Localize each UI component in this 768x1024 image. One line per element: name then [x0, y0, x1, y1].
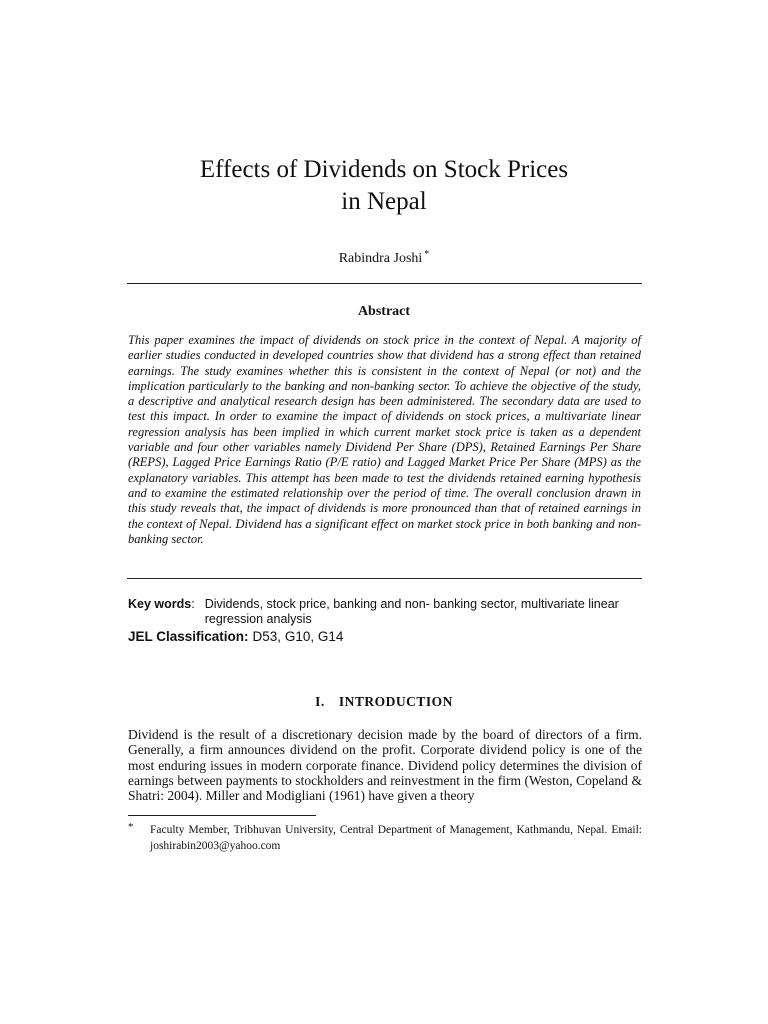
- introduction-text: Dividend is the result of a discretionary decision made by the board of directors of a firm. Generally, a firm announces dividend on the profit. Corporate dividend policy is one of the most enduring issues in modern corporate finance. Dividend policy determines the division of earnings between payments to stockholders and reinvestment in the firm (Weston, Copeland & Shatri: 2004). Miller and Modigliani (1961) have given a theory: [128, 727, 642, 804]
- section-number: I.: [315, 694, 325, 709]
- abstract-text: This paper examines the impact of dividends on stock price in the context of Nepal. A majority of earlier studies conducted in developed countries show that dividend has a strong effect than retained earnings. The study examines whether this is consistent in the context of Nepal (or not) and the implication particularly to the banking and non-banking sector. To achieve the objective of the study, a descriptive and analytical research design has been administered. The secondary data are used to test this impact. In order to examine the impact of dividends on stock prices, a multivariate linear regression analysis has been implied in which current market stock price is taken as a dependent variable and four other variables namely Dividend Per Share (DPS), Retained Earnings Per Share (REPS), Lagged Price Earnings Ratio (P/E ratio) and Lagged Market Price Per Share (MPS) as the explanatory variables. This attempt has been made to test the dividends retained earning hypothesis and to examine the estimated relationship over the period of time. The overall conclusion drawn in this study reveals that, the impact of dividends is more pronounced than that of retained earnings in the context of Nepal. Dividend has a significant effect on market stock price in both banking and non-banking sector.: [128, 333, 641, 546]
- jel-label: JEL Classification:: [128, 629, 249, 644]
- section-heading: [0, 693, 768, 710]
- footnote-mark: *: [128, 821, 134, 833]
- paper-title-line-1: Effects of Dividends on Stock Prices: [199, 156, 569, 183]
- keywords-value: Dividends, stock price, banking and non- banking sector, multivariate linear regression analysis: [204, 597, 619, 626]
- paper-title-line-2: in Nepal: [341, 188, 427, 215]
- author-line: [0, 250, 768, 268]
- author-footnote-mark: *: [424, 249, 430, 260]
- jel-value: D53, G10, G14: [252, 629, 344, 644]
- jel-classification: [128, 629, 343, 645]
- abstract-heading: Abstract: [357, 304, 411, 319]
- footnote-text: Faculty Member, Tribhuvan University, Central Department of Management, Kathmandu, Nepal. Email: joshirabin2003@yahoo.com: [150, 824, 642, 852]
- paper-title: [0, 154, 768, 218]
- keywords-label: Key words: [128, 597, 192, 611]
- section-title: INTRODUCTION: [338, 694, 453, 709]
- author-name: Rabindra Joshi: [338, 251, 423, 266]
- footnote: [128, 822, 642, 854]
- abstract-top-rule: [127, 283, 642, 284]
- footnote-rule: [128, 815, 316, 816]
- keywords-colon: :: [191, 597, 195, 611]
- abstract-bottom-rule: [127, 578, 642, 579]
- keywords-block: [128, 597, 643, 627]
